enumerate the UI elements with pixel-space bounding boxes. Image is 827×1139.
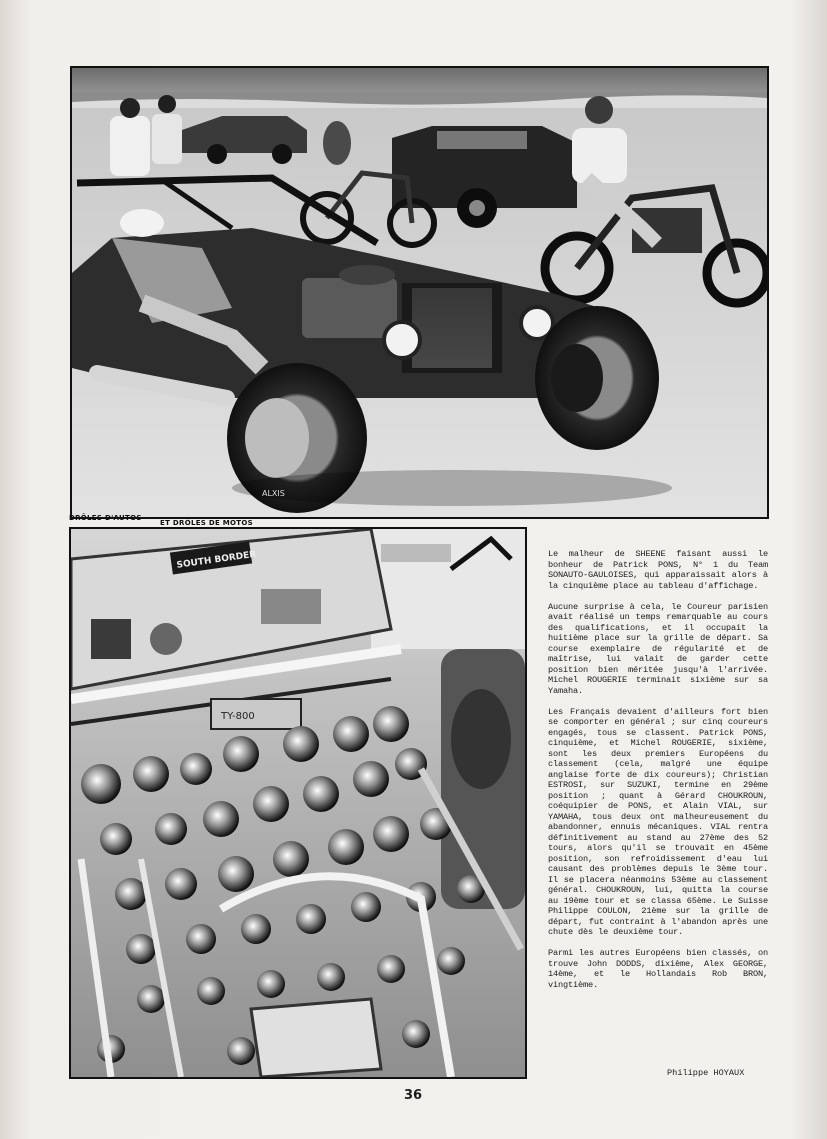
article-paragraph: Parmi les autres Européens bien classés, on trouve John DODDS, dixième, Alex GEORGE, 14ème, et le Hollandais Rob BRON, vingtième. (548, 948, 768, 990)
beach-buggy-illustration (72, 68, 767, 517)
chrome-trike-illustration (71, 529, 525, 1077)
article-text (548, 549, 768, 1001)
svg-text:ALXIS: ALXIS (262, 489, 285, 498)
article-paragraph: Aucune surprise à cela, le Coureur parisien avait réalisé un temps remarquable au cours des qualifications, et il occupait la huitième place sur la grille de départ. Sa course exemplaire de régularité et de maîtrise, lui valait de garder cette position bien méritée jusqu'à l'arrivée. Michel ROUGERIE terminait sixième sur sa Yamaha. (548, 601, 768, 696)
article-paragraph: Les Français devaient d'ailleurs fort bien se comporter en général ; sur cinq coureurs engagés, tous se classent. Patrick PONS, cinquième, et Michel ROUGERIE, sixième, sont les deux premiers Européens du classement (cela, malgré une équipe anglaise forte de dix coureurs); Christian ESTROSI, sur SUZUKI, termine en 29ème position ; quant à Gérard CHOUKROUN, coéquipier de PONS, et Alain VIAL, sur YAMAHA, tous deux ont malheureusement du abandonner, ennuis mécaniques. VIAL rentra définitivement au stand au 27ème des 52 tours, alors qu'il se trouvait en 45ème position, son refroidissement d'eau lui causant des problèmes depuis le 3ème tour. Il se placera néanmoins 53ème au classement général. CHOUKROUN, lui, quitta la course au 19ème tour et se classa 65ème. Le Suisse Philippe COULON, 21ème sur la grille de départ, fut contraint à l'abandon après une chute dès le deuxième tour. (548, 706, 768, 937)
photo-caption-motorcycles: ET DRÔLES DE MOTOS (160, 519, 253, 527)
svg-text:TY-800: TY-800 (221, 711, 255, 722)
chrome-trike-photo (69, 527, 527, 1079)
page-number: 36 (404, 1088, 423, 1103)
svg-text:SOUTH BORDER: SOUTH BORDER (176, 549, 257, 571)
author-signature: Philippe HOYAUX (667, 1068, 745, 1078)
article-paragraph: Le malheur de SHEENE faisant aussi le bonheur de Patrick PONS, N° 1 du Team SONAUTO-GAULOISES, qui apparaissait alors à la cinquième place au tableau d'affichage. (548, 549, 768, 591)
beach-buggy-photo (70, 66, 769, 519)
photo-caption-cars: DRÔLES D'AUTOS (69, 514, 142, 522)
